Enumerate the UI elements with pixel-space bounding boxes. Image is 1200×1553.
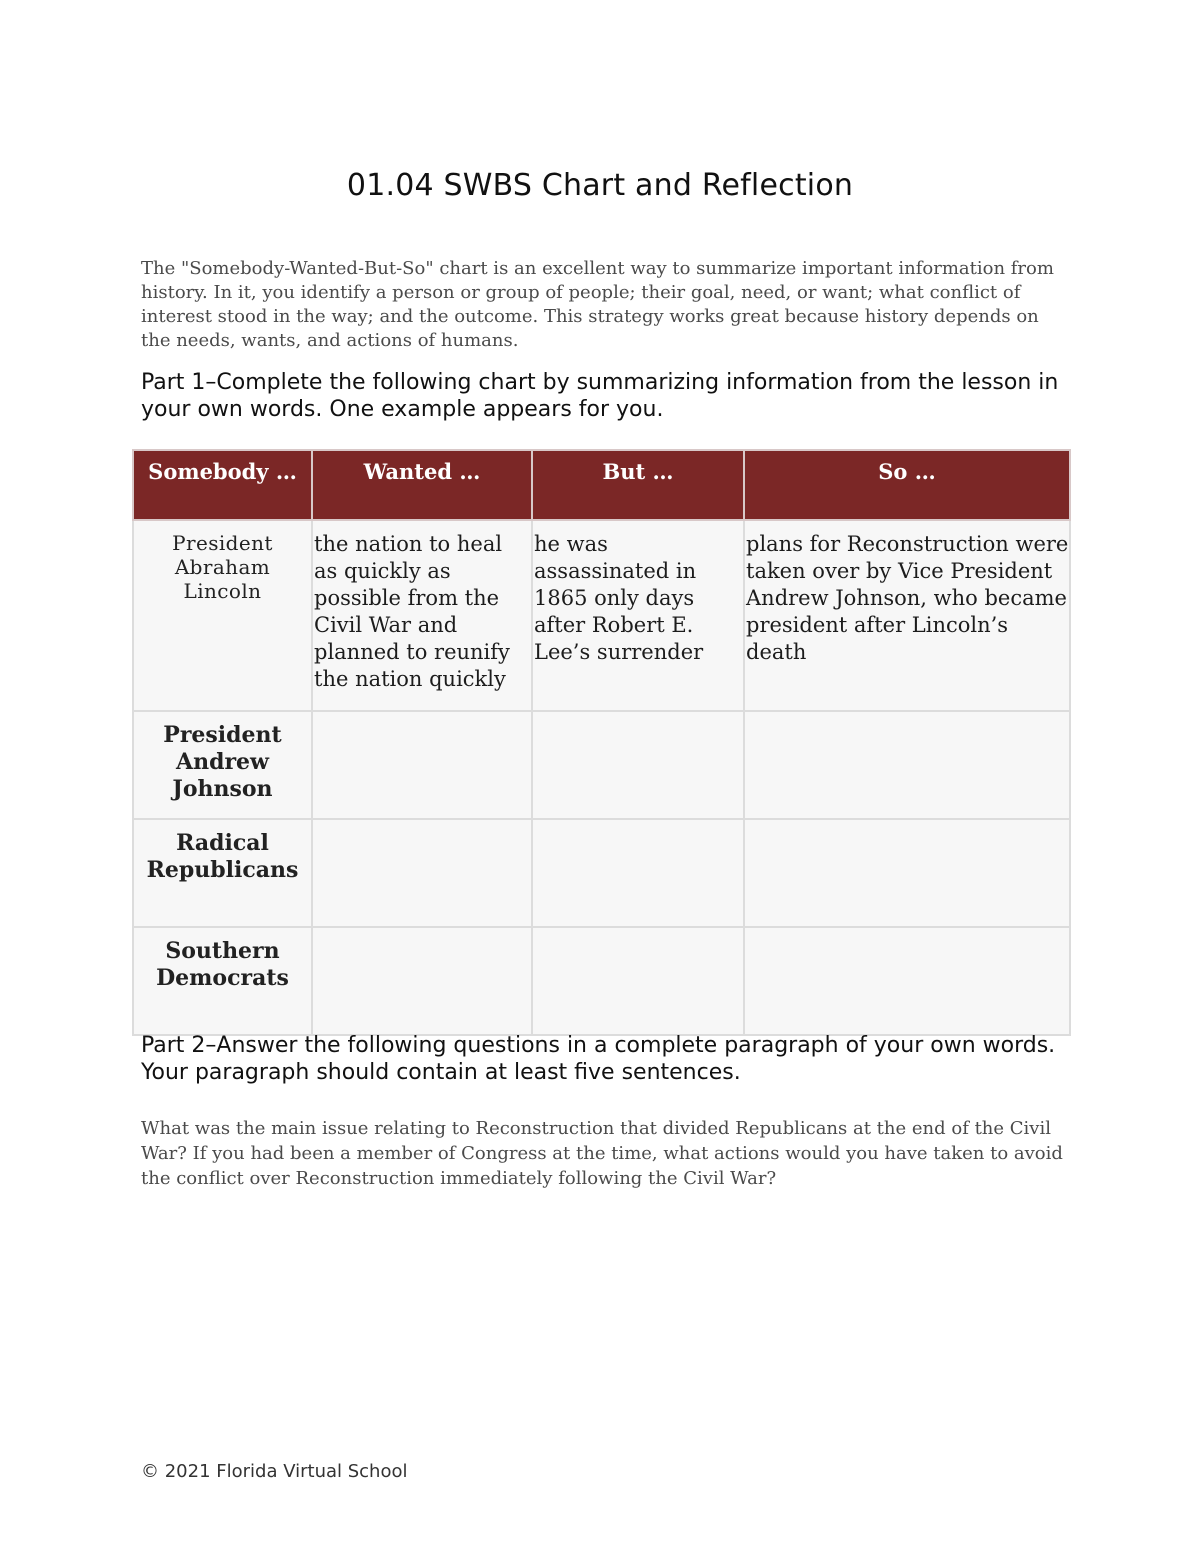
cell-so: plans for Reconstruction were taken over by Vice President Andrew Johnson, who became president after Lincoln’s death xyxy=(744,520,1070,711)
copyright-footer: © 2021 Florida Virtual School xyxy=(141,1461,408,1482)
table-header-row xyxy=(133,450,1070,520)
table-row xyxy=(133,711,1070,819)
part2-heading: Part 2–Answer the following questions in a complete paragraph of your own words. Your paragraph should contain at least five sentences. xyxy=(141,1033,1056,1085)
header-but: But … xyxy=(532,450,744,520)
cell-wanted-input[interactable] xyxy=(312,927,532,1035)
cell-wanted-input[interactable] xyxy=(312,819,532,927)
row-somebody-radical-republicans: Radical Republicans xyxy=(133,819,312,927)
reflection-question: What was the main issue relating to Reconstruction that divided Republicans at the end of the Civil War? If you had been a member of Congress at the time, what actions would you have taken to avoid the conflict over Reconstruction immediately following the Civil War? xyxy=(141,1118,1063,1189)
cell-but-input[interactable] xyxy=(532,927,744,1035)
header-so: So … xyxy=(744,450,1070,520)
intro-paragraph: The "Somebody-Wanted-But-So" chart is an excellent way to summarize important information from history. In it, you identify a person or group of people; their goal, need, or want; what conflict of interest stood in the way; and the outcome. This strategy works great because history depends on the needs, wants, and actions of humans. xyxy=(141,258,1054,351)
cell-so-input[interactable] xyxy=(744,927,1070,1035)
swbs-chart xyxy=(132,449,1071,1036)
part1-heading: Part 1–Complete the following chart by summarizing information from the lesson in your own words. One example appears for you. xyxy=(141,370,1059,422)
cell-so-input[interactable] xyxy=(744,711,1070,819)
cell-but-input[interactable] xyxy=(532,819,744,927)
cell-but: he was assassinated in 1865 only days after Robert E. Lee’s surrender xyxy=(532,520,744,711)
cell-but-input[interactable] xyxy=(532,711,744,819)
cell-wanted: the nation to heal as quickly as possible from the Civil War and planned to reunify the nation quickly xyxy=(312,520,532,711)
table-row xyxy=(133,520,1070,711)
table-row xyxy=(133,819,1070,927)
cell-so-input[interactable] xyxy=(744,819,1070,927)
header-somebody: Somebody … xyxy=(133,450,312,520)
header-wanted: Wanted … xyxy=(312,450,532,520)
row-somebody-johnson: President Andrew Johnson xyxy=(133,711,312,819)
page-title: 01.04 SWBS Chart and Reflection xyxy=(346,168,854,203)
cell-wanted-input[interactable] xyxy=(312,711,532,819)
table-row xyxy=(133,927,1070,1035)
row-somebody-lincoln: President Abraham Lincoln xyxy=(133,520,312,711)
row-somebody-southern-democrats: Southern Democrats xyxy=(133,927,312,1035)
